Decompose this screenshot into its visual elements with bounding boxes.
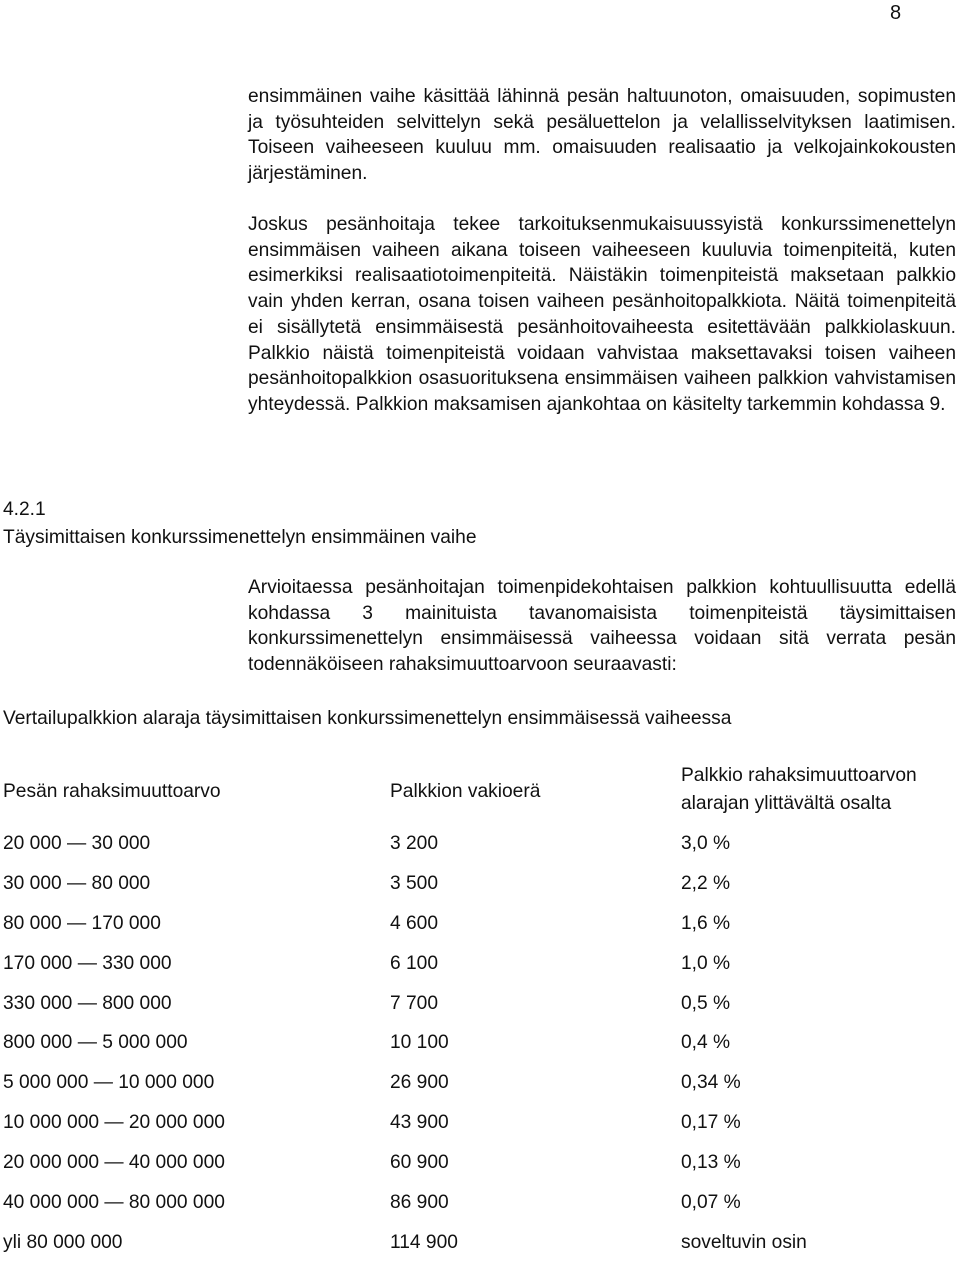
cell-base-fee: 10 100: [390, 1032, 449, 1054]
header-excess-fee-line2: alarajan ylittävältä osalta: [681, 793, 892, 814]
table-row: [0, 1063, 960, 1103]
cell-estate-value: 5 000 000 — 10 000 000: [3, 1072, 215, 1094]
cell-excess-fee: 0,17 %: [681, 1112, 741, 1134]
cell-estate-value: 20 000 000 — 40 000 000: [3, 1152, 225, 1174]
table-row: [0, 1103, 960, 1143]
cell-base-fee: 3 500: [390, 872, 439, 894]
paragraph-early-measures: Joskus pesänhoitaja tekee tarkoituksenmukaisuussyistä konkurssimenettelyn ensimmäisen vaiheen aikana toiseen vaiheeseen kuuluvia toimenpiteitä, kuten esimerkiksi realisaatiotoimenpiteitä. Näistäkin toimenpiteistä maksetaan palkkio vain yhden kerran, osana toisen vaiheen pesänhoitopalkkiota. Näitä toimenpiteitä ei sisällytetä ensimmäisestä pesänhoitovaiheesta esitettävään palkkiolaskuun. Palkkio näistä toimenpiteistä voidaan vahvistaa maksettavaksi toisen vaiheen pesänhoitopalkkion osasuorituksena ensimmäisen vaiheen palkkion vahvistamisen yhteydessä. Palkkion maksamisen ajankohtaa on käsitelty tarkemmin kohdassa 9.: [248, 214, 956, 415]
cell-estate-value: 20 000 — 30 000: [3, 833, 151, 854]
table-row: [0, 1023, 960, 1063]
cell-excess-fee: 1,6 %: [681, 912, 731, 934]
cell-base-fee: 6 100: [390, 952, 439, 974]
cell-base-fee: 4 600: [390, 912, 439, 934]
header-excess-fee-line1: Palkkio rahaksimuuttoarvon: [681, 765, 917, 786]
cell-base-fee: 86 900: [390, 1192, 449, 1214]
cell-base-fee: 43 900: [390, 1112, 449, 1134]
header-estate-value: Pesän rahaksimuuttoarvo: [3, 781, 221, 802]
table-row: [0, 904, 960, 944]
table-row: [0, 864, 960, 904]
cell-excess-fee: 1,0 %: [681, 952, 731, 974]
cell-estate-value: yli 80 000 000: [3, 1231, 123, 1253]
cell-estate-value: 10 000 000 — 20 000 000: [3, 1112, 225, 1134]
page-number: 8: [890, 2, 902, 24]
cell-excess-fee: 0,07 %: [681, 1192, 741, 1214]
cell-excess-fee: 0,4 %: [681, 1032, 731, 1054]
table-body: [0, 824, 960, 1263]
table-row: [0, 824, 960, 864]
table-row: [0, 1223, 960, 1263]
table-row: [0, 1183, 960, 1223]
table-caption: Vertailupalkkion alaraja täysimittaisen konkurssimenettelyn ensimmäisessä vaiheessa: [3, 708, 732, 729]
table-row: [0, 944, 960, 984]
table-row: [0, 1143, 960, 1183]
table-row: [0, 984, 960, 1024]
fee-table: [0, 762, 960, 1253]
cell-estate-value: 330 000 — 800 000: [3, 992, 172, 1014]
cell-excess-fee: 3,0 %: [681, 833, 731, 854]
cell-base-fee: 60 900: [390, 1152, 449, 1174]
cell-excess-fee: soveltuvin osin: [681, 1231, 807, 1253]
cell-estate-value: 30 000 — 80 000: [3, 872, 151, 894]
paragraph-fee-assessment: Arvioitaessa pesänhoitajan toimenpidekohtaisen palkkion kohtuullisuutta edellä kohdassa 3 mainituista tavanomaisista toimenpiteistä täysimittaisen konkurssimenettelyn ensimmäisessä vaiheessa voidaan sitä verrata pesän todennäköiseen rahaksimuuttoarvoon seuraavasti:: [248, 577, 956, 676]
cell-base-fee: 7 700: [390, 992, 439, 1014]
cell-excess-fee: 2,2 %: [681, 872, 731, 894]
cell-base-fee: 114 900: [390, 1231, 458, 1253]
cell-estate-value: 800 000 — 5 000 000: [3, 1032, 188, 1054]
cell-excess-fee: 0,5 %: [681, 992, 731, 1014]
header-base-fee: Palkkion vakioerä: [390, 781, 541, 802]
cell-estate-value: 40 000 000 — 80 000 000: [3, 1192, 225, 1214]
paragraph-phases: ensimmäinen vaihe käsittää lähinnä pesän haltuunoton, omaisuuden, sopimusten ja työsuhteiden selvittelyn sekä pesäluettelon ja velallisselvityksen laatimisen. Toiseen vaiheeseen kuuluu mm. omaisuuden realisaatio ja velkojainkokousten järjestäminen.: [248, 86, 956, 185]
cell-excess-fee: 0,13 %: [681, 1152, 741, 1174]
section-title: Täysimittaisen konkurssimenettelyn ensimmäinen vaihe: [3, 527, 477, 548]
cell-base-fee: 3 200: [390, 833, 439, 854]
section-number: 4.2.1: [3, 499, 46, 520]
header-excess-fee: [681, 762, 917, 818]
cell-estate-value: 80 000 — 170 000: [3, 912, 161, 934]
cell-estate-value: 170 000 — 330 000: [3, 952, 172, 974]
table-header-row: [0, 762, 960, 822]
cell-base-fee: 26 900: [390, 1072, 449, 1094]
cell-excess-fee: 0,34 %: [681, 1072, 741, 1094]
